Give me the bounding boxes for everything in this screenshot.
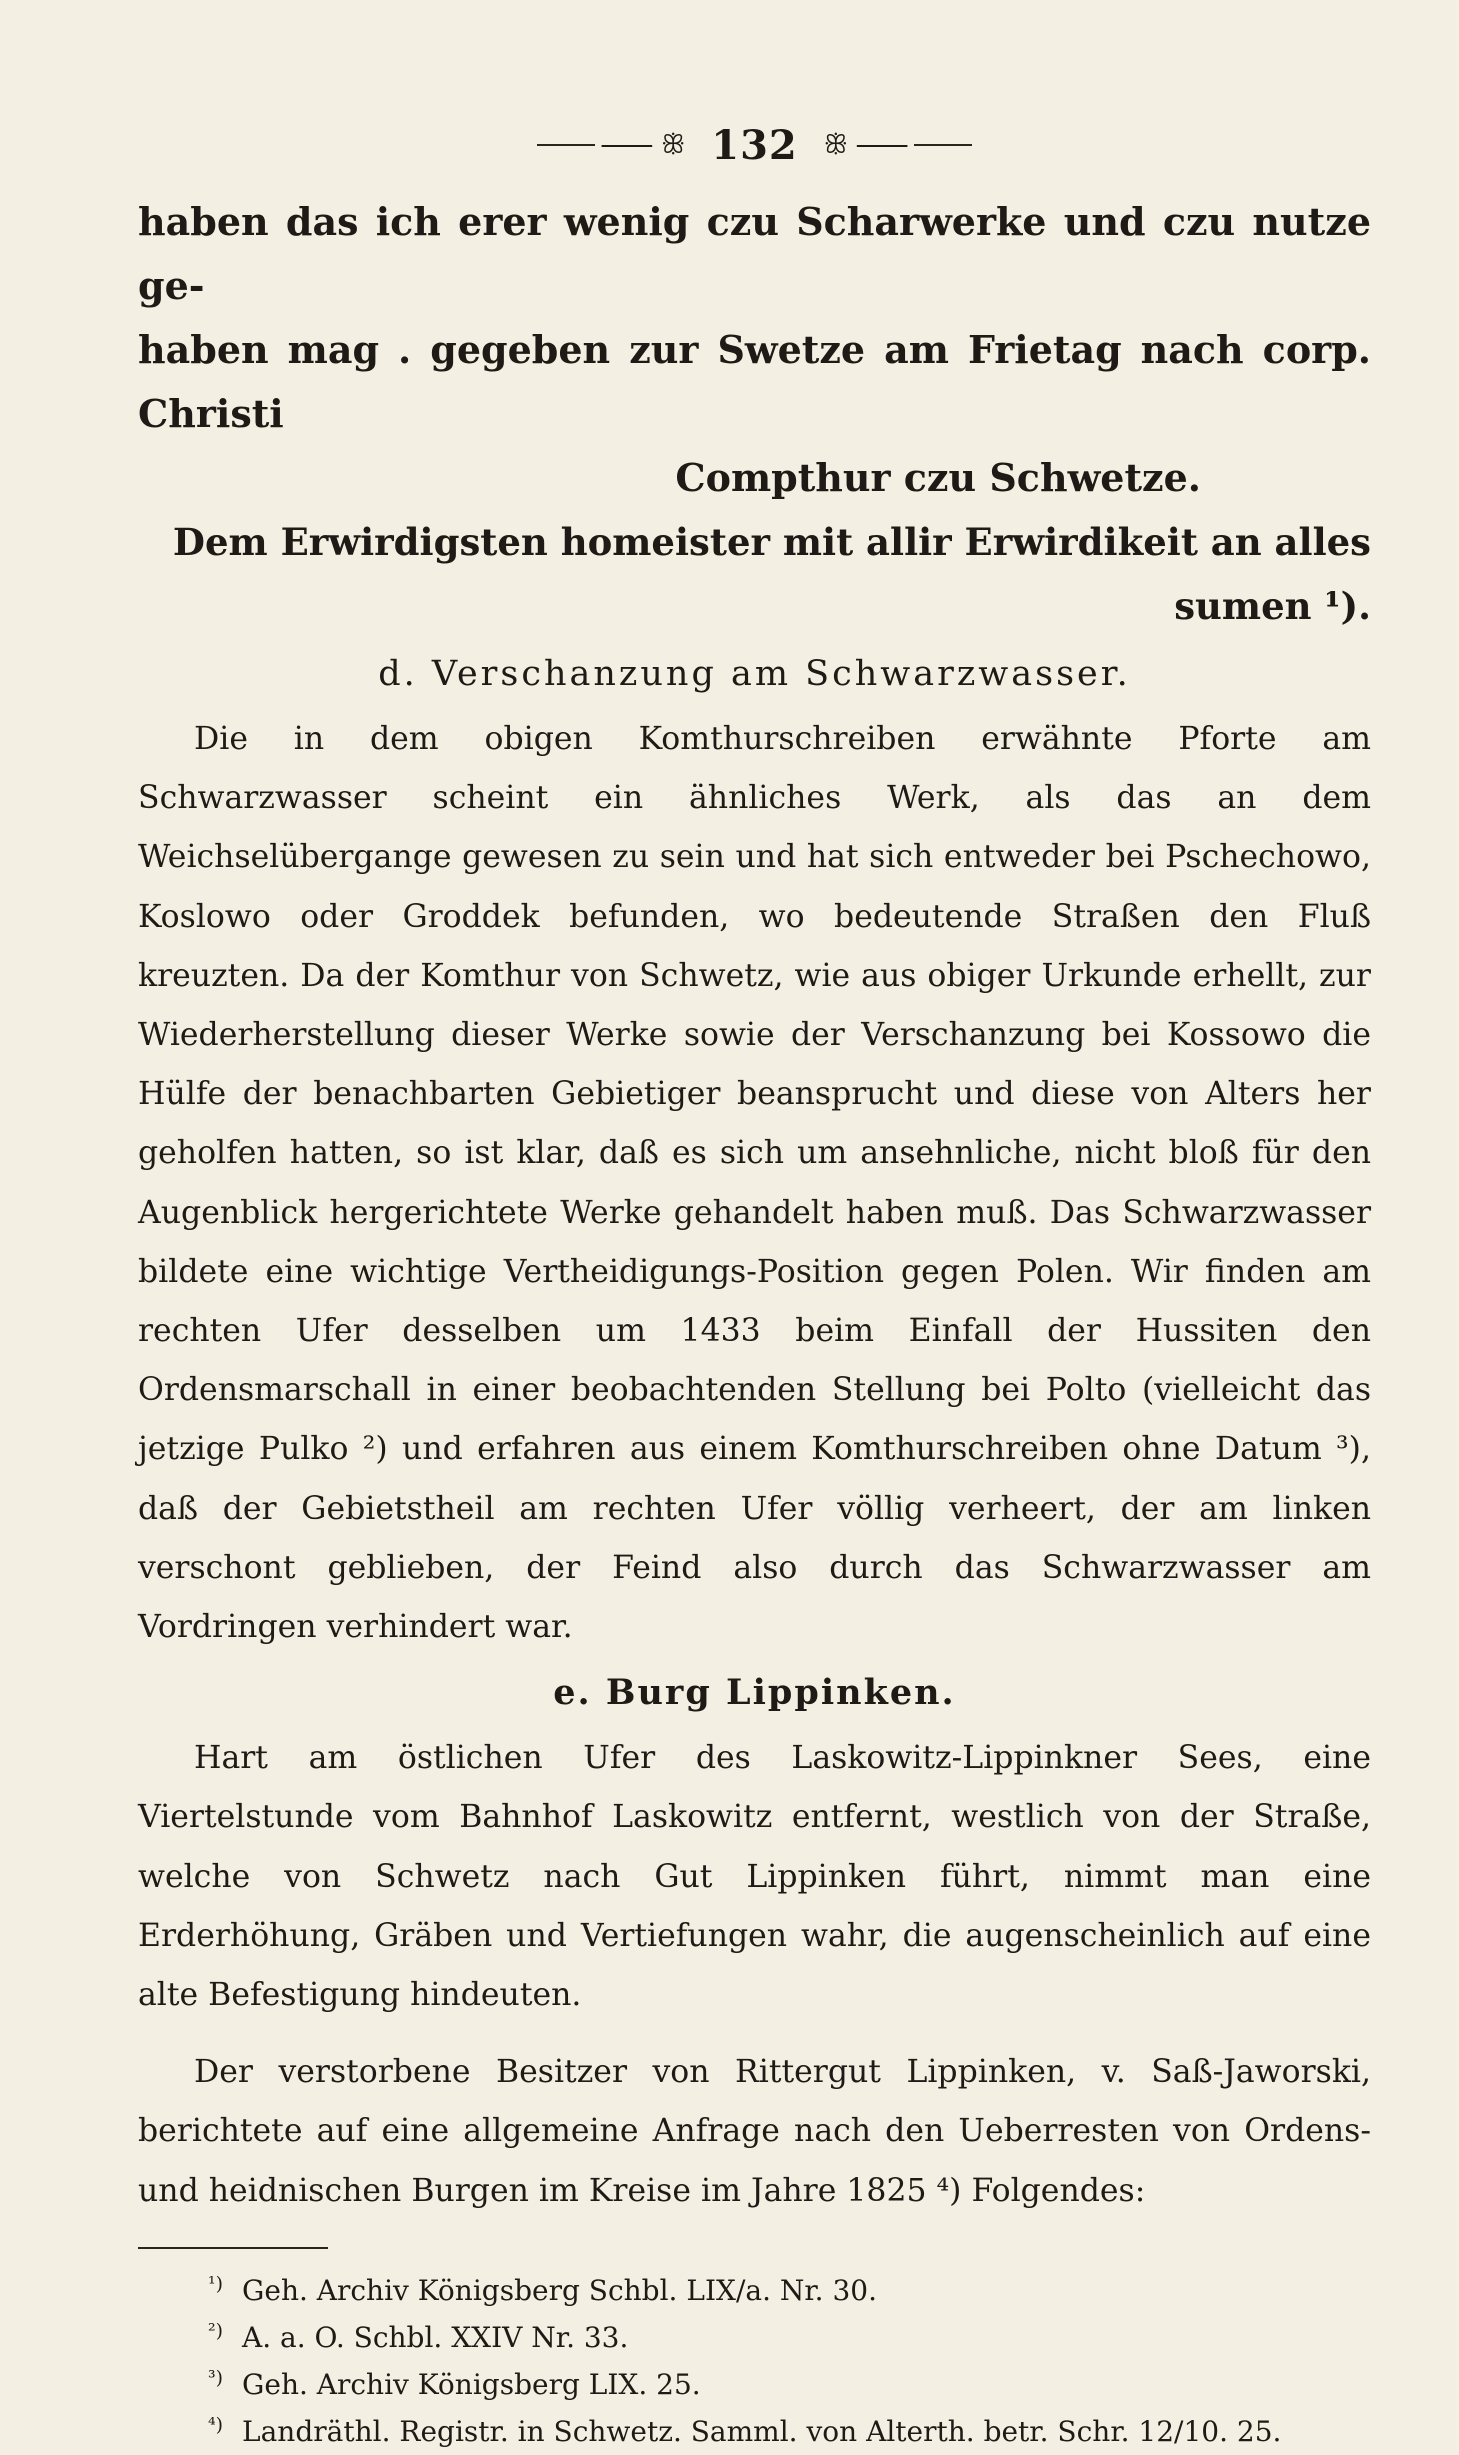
footnote-text: Geh. Archiv Königsberg LIX. 25. — [242, 2367, 701, 2401]
page-number: 132 — [711, 121, 798, 169]
footnote-mark: ⁴) — [208, 2413, 224, 2436]
footnote-1 — [138, 2267, 1371, 2314]
footnote-mark: ¹) — [208, 2272, 224, 2295]
paragraph-lippinken-1: Hart am östlichen Ufer des Laskowitz-Lippinkner Sees, eine Viertelstunde vom Bahnhof Laskowitz entfernt, westlich von der Straße, welche von Schwetz nach Gut Lippinken führt, nimmt man eine Erderhöhung, Gräben und Vertiefungen wahr, die augenscheinlich auf eine alte Befestigung hindeuten. — [138, 1740, 1371, 2014]
footnote-text: Landräthl. Registr. in Schwetz. Samml. von Alterth. betr. Schr. 12/10. 25. — [242, 2414, 1282, 2448]
letter-signature: Compthur czu Schwetze. — [675, 455, 1201, 500]
footnote-text: Geh. Archiv Königsberg Schbl. LIX/a. Nr. 30. — [242, 2273, 878, 2307]
paragraph-lippinken-2: Der verstorbene Besitzer von Rittergut Lippinken, v. Saß-Jaworski, berichtete auf eine allgemeine Anfrage nach den Ueberresten von Ordens- und heidnischen Burgen im Kreise im Jahre 1825 ⁴) Folgendes: — [138, 2054, 1371, 2209]
footnote-text: A. a. O. Schbl. XXIV Nr. 33. — [242, 2320, 629, 2354]
footnote-mark: ³) — [208, 2366, 224, 2389]
head-ornament-right: ꕥ ⸺ — [824, 130, 972, 161]
book-page — [138, 112, 1371, 2455]
head-ornament-left: ⸺ ꕥ — [537, 130, 685, 161]
section-heading-d: d. Verschanzung am Schwarzwasser. — [378, 654, 1131, 694]
letter-line-2: haben mag . gegeben zur Swetze am Frietag nach corp. Christi — [138, 327, 1371, 436]
footnote-2 — [138, 2314, 1371, 2361]
footnote-4 — [138, 2408, 1371, 2455]
footnote-3 — [138, 2361, 1371, 2408]
section-heading-e: e. Burg Lippinken. — [553, 1672, 956, 1714]
running-head — [138, 112, 1371, 178]
footnote-mark: ²) — [208, 2319, 224, 2342]
footnote-divider — [138, 2247, 328, 2249]
letter-address: Dem Erwirdigsten homeister mit allir Erwirdikeit an alles sumen ¹). — [172, 520, 1371, 628]
letter-line-1: haben das ich erer wenig czu Scharwerke und czu nutze ge- — [138, 199, 1371, 308]
paragraph-schwarzwasser: Die in dem obigen Komthurschreiben erwähnte Pforte am Schwarzwasser scheint ein ähnliches Werk, als das an dem Weichselübergange gewesen zu sein und hat sich entweder bei Pschechowo, Koslowo oder Groddek befunden, wo bedeutende Straßen den Fluß kreuzten. Da der Komthur von Schwetz, wie aus obiger Urkunde erhellt, zur Wiederherstellung dieser Werke sowie der Verschanzung bei Kossowo die Hülfe der benachbarten Gebietiger beansprucht und diese von Alters her geholfen hatten, so ist klar, daß es sich um ansehnliche, nicht bloß für den Augenblick hergerichtete Werke gehandelt haben muß. Das Schwarzwasser bildete eine wichtige Vertheidigungs-Position gegen Polen. Wir finden am rechten Ufer desselben um 1433 beim Einfall der Hussiten den Ordensmarschall in einer beobachtenden Stellung bei Polto (vielleicht das jetzige Pulko ²) und erfahren aus einem Komthurschreiben ohne Datum ³), daß der Gebietstheil am rechten Ufer völlig verheert, der am linken verschont geblieben, der Feind also durch das Schwarzwasser am Vordringen verhindert war. — [138, 721, 1371, 1646]
